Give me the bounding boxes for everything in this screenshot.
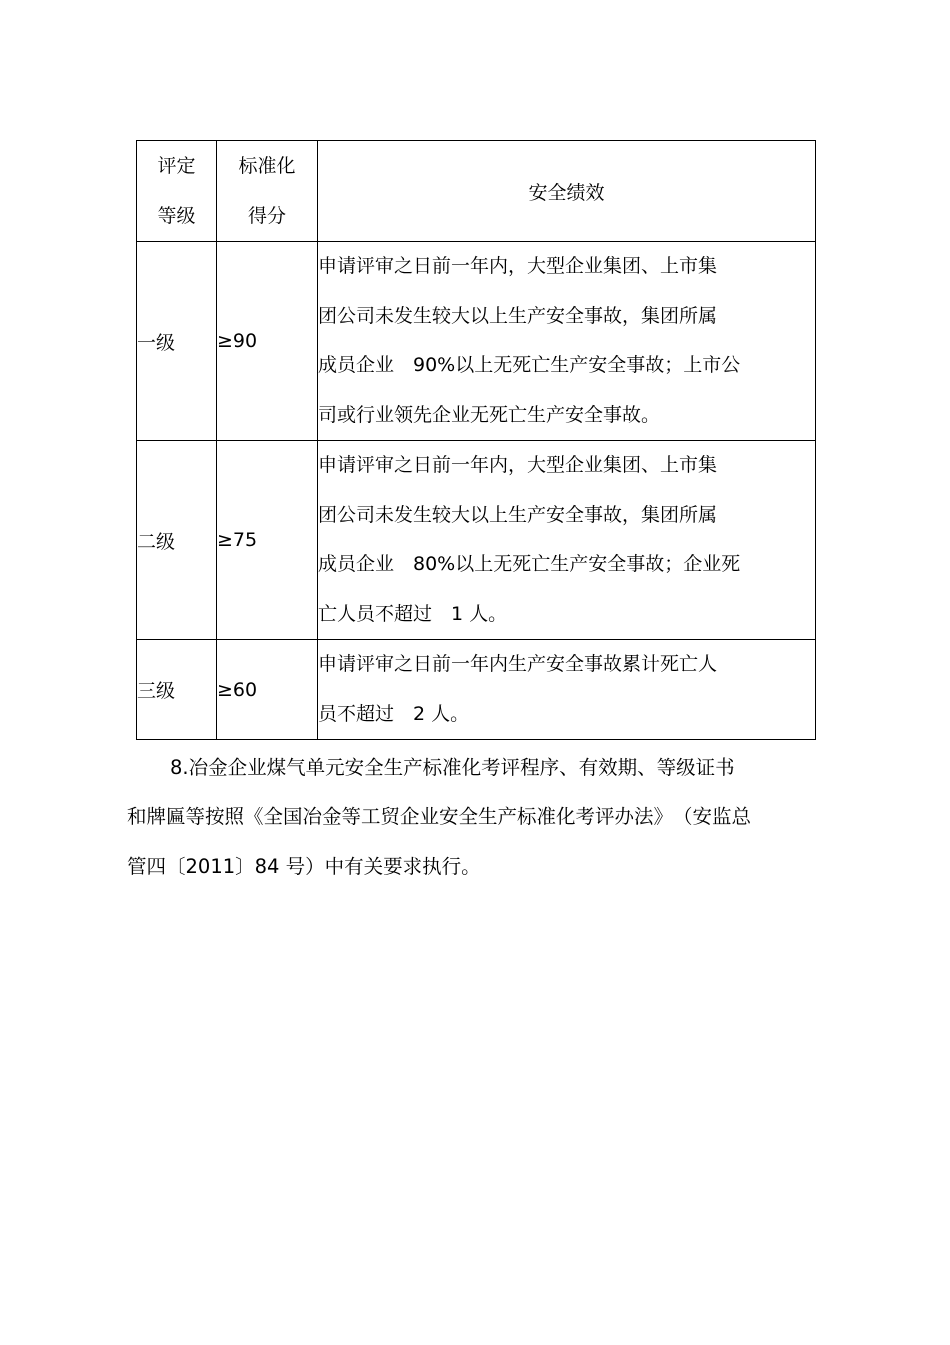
performance-cell (318, 441, 816, 640)
header-level-cell (137, 141, 217, 242)
header-score-line2: 得分 (247, 205, 286, 227)
level-cell: 一级 (137, 242, 217, 441)
performance-line: 亡人员不超过 1 人。 (318, 602, 508, 625)
performance-line: 申请评审之日前一年内，大型企业集团、上市集 (318, 255, 718, 277)
grade-standards-table (136, 140, 816, 740)
level-cell: 三级 (137, 640, 217, 740)
score-cell: ≥90 (217, 242, 318, 441)
header-level-line1: 评定 (157, 155, 196, 177)
performance-cell (318, 242, 816, 441)
header-performance-cell: 安全绩效 (318, 141, 816, 242)
performance-line: 申请评审之日前一年内生产安全事故累计死亡人 (318, 653, 718, 675)
performance-line: 团公司未发生较大以上生产安全事故，集团所属 (318, 304, 718, 327)
performance-line: 员不超过 2 人。 (318, 702, 470, 725)
level-cell: 二级 (137, 441, 217, 640)
paragraph-line: 管四〔2011〕84 号）中有关要求执行。 (127, 855, 481, 878)
table-row (137, 441, 816, 640)
performance-line: 司或行业领先企业无死亡生产安全事故。 (318, 403, 661, 426)
table-row (137, 640, 816, 740)
performance-line: 团公司未发生较大以上生产安全事故，集团所属 (318, 503, 718, 526)
performance-line: 申请评审之日前一年内，大型企业集团、上市集 (318, 454, 718, 476)
score-cell: ≥75 (217, 441, 318, 640)
header-score-cell (217, 141, 318, 242)
paragraph-line: 8.冶金企业煤气单元安全生产标准化考评程序、有效期、等级证书 (170, 756, 735, 779)
table-row (137, 242, 816, 441)
paragraph-line: 和牌匾等按照《全国冶金等工贸企业安全生产标准化考评办法》 （安监总 (127, 805, 752, 828)
performance-line: 成员企业 90%以上无死亡生产安全事故；上市公 (318, 354, 741, 376)
performance-line: 成员企业 80%以上无死亡生产安全事故；企业死 (318, 553, 741, 575)
header-score-line1: 标准化 (238, 155, 296, 177)
table-header-row (137, 141, 816, 242)
performance-cell (318, 640, 816, 740)
score-cell: ≥60 (217, 640, 318, 740)
header-level-line2: 等级 (157, 205, 196, 227)
